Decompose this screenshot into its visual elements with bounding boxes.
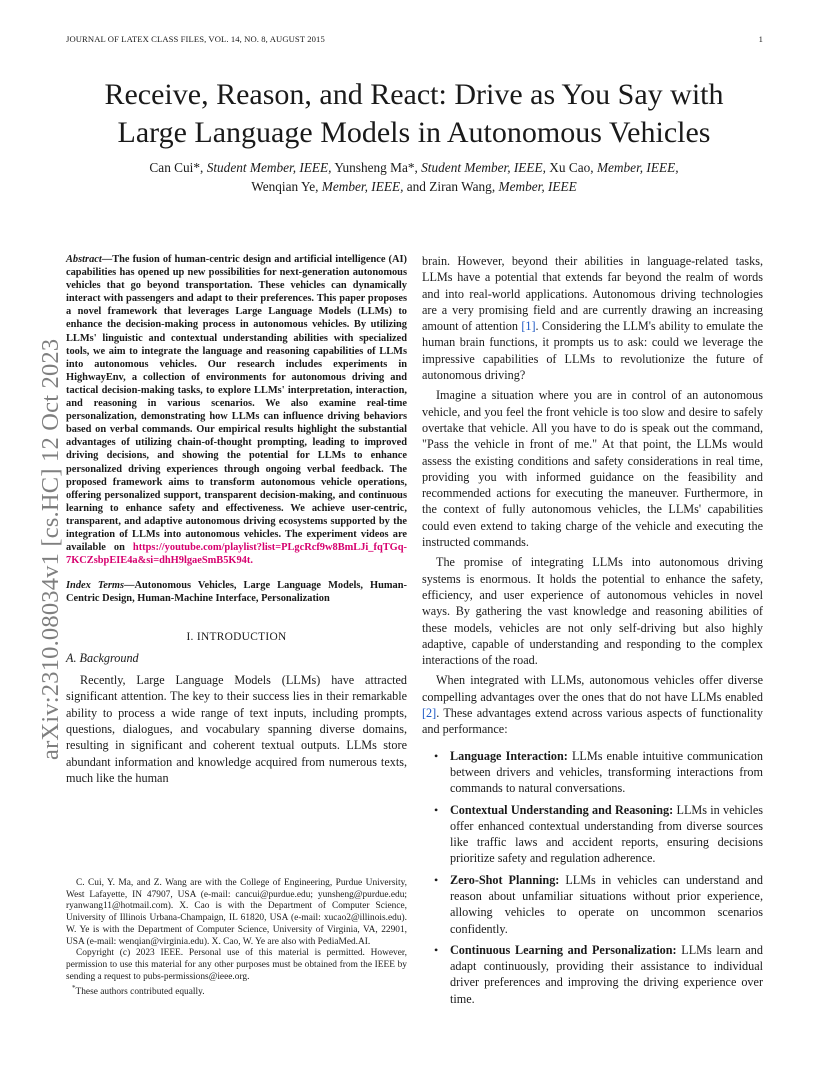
author-4-role: Member, IEEE, xyxy=(321,179,404,194)
list-item xyxy=(422,942,763,1007)
author-list: Can Cui*, Student Member, IEEE, Yunsheng Ma*, Student Member, IEEE, Xu Cao, Member, IEEE, Wenqian Ye, Member, IEEE, and Ziran Wang, Member, IEEE xyxy=(149,160,679,194)
asterisk-mark: * xyxy=(72,984,76,993)
paragraph-text: . Considering the LLM's ability to emulate the human brain functions, it prompts us to ask: could we leverage the impressive capabilities of LLMs to revolutionize the future of autonomous driving? xyxy=(422,319,764,383)
arxiv-identifier: arXiv:2310.08034v1 [cs.HC] 12 Oct 2023 xyxy=(37,338,64,760)
left-column xyxy=(66,253,407,786)
index-terms-lead: Index Terms xyxy=(66,580,125,592)
list-item xyxy=(422,872,763,937)
paragraph-text: brain. However, beyond their abilities in language-related tasks, LLMs have a potential that extends far beyond the realm of words and into real-world applications. Autonomous driving technologies are a very promising field and are currently drawing an increasing amount of attention xyxy=(422,254,763,334)
intro-paragraph-3: Imagine a situation where you are in control of an autonomous vehicle, and you feel the front vehicle is too slow and desire to safely overtake that vehicle. All you have to do is speak out the command, "Pass the vehicle in front of me." At that point, the LLMs would assess the existing conditions and safety considerations in real time, providing you with informed guidance on the feasibility and recommended actions for executing the maneuver. Furthermore, in the context of fully autonomous vehicles, the LLMs' capabilities could even extend to taking charge of the vehicle and executing the instructed commands. xyxy=(422,388,763,550)
index-terms-text: —Autonomous Vehicles, Large Language Models, Human-Centric Design, Human-Machine Interface, Personalization xyxy=(66,580,407,605)
bullet-text: LLMs enable intuitive communication between drivers and vehicles, transforming interactions from commands to natural conversations. xyxy=(450,748,763,796)
intro-paragraph-5 xyxy=(422,672,763,737)
author-5-role: Member, IEEE xyxy=(498,179,577,194)
author-2-role: Student Member, IEEE, xyxy=(421,160,546,175)
author-1: Can Cui* xyxy=(149,160,201,175)
footnote-equal-text: These authors contributed equally. xyxy=(75,987,205,998)
bullet-label: Contextual Understanding and Reasoning: xyxy=(450,802,674,817)
list-item xyxy=(422,748,763,797)
footnote-equal-contribution xyxy=(66,983,407,999)
footnote xyxy=(66,878,407,999)
citation-1[interactable]: [1] xyxy=(521,319,536,334)
author-3-role: Member, IEEE, xyxy=(596,160,679,175)
title-line-1: Receive, Reason, and React: Drive as You Say with xyxy=(104,78,724,111)
bullet-text: LLMs in vehicles can understand and reason about unfamiliar situations without prior experience, allowing vehicles to operate on uncommon scenarios confidently. xyxy=(450,872,763,936)
author-3: Xu Cao xyxy=(549,160,591,175)
running-header xyxy=(66,34,763,44)
abstract-lead: Abstract xyxy=(66,254,102,265)
abstract-text: —The fusion of human-centric design and artificial intelligence (AI) capabilities has opened up new possibilities for next-generation autonomous vehicles that go beyond transportation. These vehicles can dynamically interact with passengers and adapt to their preferences. This paper proposes a novel framework that leverages Large Language Models (LLMs) to enhance the decision-making process in autonomous vehicles. By utilizing LLMs' linguistic and contextual understanding abilities with specialized tools, we aim to integrate the language and reasoning capabilities of LLMs into autonomous vehicles. Our research includes experiments in HighwayEnv, a collection of environments for autonomous driving and tactical decision-making tasks, to explore LLMs' interpretation, interaction, and reasoning in various scenarios. We also examine real-time personalization, demonstrating how LLMs can influence driving behaviors based on verbal commands. Our empirical results highlight the substantial advantages of utilizing chain-of-thought prompting, leading to improved driving decisions, and showing the potential for LLMs to enhance personalized driving experiences through ongoing verbal feedback. The proposed framework aims to transform autonomous vehicle operations, offering personalized support, transparent decision-making, and continuous learning to enhance safety and effectiveness. We achieve user-centric, transparent, and adaptive autonomous driving ecosystems supported by the integration of LLMs into autonomous vehicles. The experiment videos are available on xyxy=(66,254,407,554)
section-heading: I. INTRODUCTION xyxy=(186,631,287,644)
video-playlist-link[interactable]: https://youtube.com/playlist?list=PLgcRcf9w8BmLJi_fqTGq-7KCZsbpEIE4a&si=dhH9lgaeSmB5K94t. xyxy=(66,542,407,567)
right-column xyxy=(422,253,763,1012)
page-number: 1 xyxy=(758,34,763,44)
subsection-heading: A. Background xyxy=(66,650,139,665)
title-line-2: Large Language Models in Autonomous Vehicles xyxy=(117,116,711,149)
footnote-copyright: Copyright (c) 2023 IEEE. Personal use of this material is permitted. However, permission to use this material for any other purposes must be obtained from the IEEE by sending a request to pubs-permissions@ieee.org. xyxy=(66,948,407,982)
bullet-label: Language Interaction: xyxy=(450,748,568,763)
journal-title: JOURNAL OF LATEX CLASS FILES, VOL. 14, NO. 8, AUGUST 2015 xyxy=(66,34,325,44)
bullet-text: LLMs in vehicles offer enhanced contextual understanding from diverse sources like traffic laws and accident reports, ensuring decisions prioritize safety and regulation adherence. xyxy=(450,802,763,866)
author-2: Yunsheng Ma* xyxy=(334,160,415,175)
intro-paragraph-4: The promise of integrating LLMs into autonomous driving systems is enormous. It holds the potential to enhance the safety, efficiency, and user experience of autonomous vehicles in novel ways. By gathering the vast knowledge and reasoning abilities of these models, vehicles are not only self-driving but also highly adaptive, capable of understanding and responding to the complex interactions of the road. xyxy=(422,555,763,668)
footnote-affiliations: C. Cui, Y. Ma, and Z. Wang are with the College of Engineering, Purdue University, West Lafayette, IN 47907, USA (e-mail: cancui@purdue.edu; yunsheng@purdue.edu; ryanwang11@hotmail.com). X. Cao is with the Department of Computer Science, University of Illinois Urbana-Champaign, IL 61820, USA (e-mail: xucao2@illinois.edu). W. Ye is with the Department of Computer Science, University of Virginia, VA, 22901, USA (e-mail: wenqian@virginia.edu). X. Cao, W. Ye are also with PediaMed.AI. xyxy=(66,878,407,947)
bullet-label: Zero-Shot Planning: xyxy=(450,872,560,887)
list-item xyxy=(422,802,763,867)
bullet-label: Continuous Learning and Personalization: xyxy=(450,942,677,957)
intro-paragraph-1: Recently, Large Language Models (LLMs) have attracted significant attention. The key to their success lies in their remarkable ability to process a wide range of text inputs, including prompts, questions, dialogues, and vocabulary spanning diverse domains, resulting in significant and coherent textual outputs. LLMs store abundant information and knowledge acquired from numerous texts, much like the human xyxy=(66,673,407,785)
paragraph-text: . These advantages extend across various aspects of functionality and performance: xyxy=(422,706,763,737)
author-1-role: Student Member, IEEE, xyxy=(206,160,332,175)
bullet-text: LLMs learn and adapt continuously, providing their assistance to individual driver preferences and improving the driving experience over time. xyxy=(450,942,763,1006)
author-4: Wenqian Ye xyxy=(251,179,316,194)
advantages-list xyxy=(422,748,763,1007)
paper-title xyxy=(60,76,768,152)
author-and: and xyxy=(406,179,426,194)
paragraph-text: When integrated with LLMs, autonomous vehicles offer diverse compelling advantages over the ones that do not have LLMs enabled xyxy=(422,673,763,704)
author-5: Ziran Wang xyxy=(429,179,492,194)
abstract xyxy=(66,253,407,567)
intro-paragraph-2 xyxy=(422,253,763,383)
citation-2[interactable]: [2] xyxy=(422,706,437,721)
index-terms xyxy=(66,579,407,605)
